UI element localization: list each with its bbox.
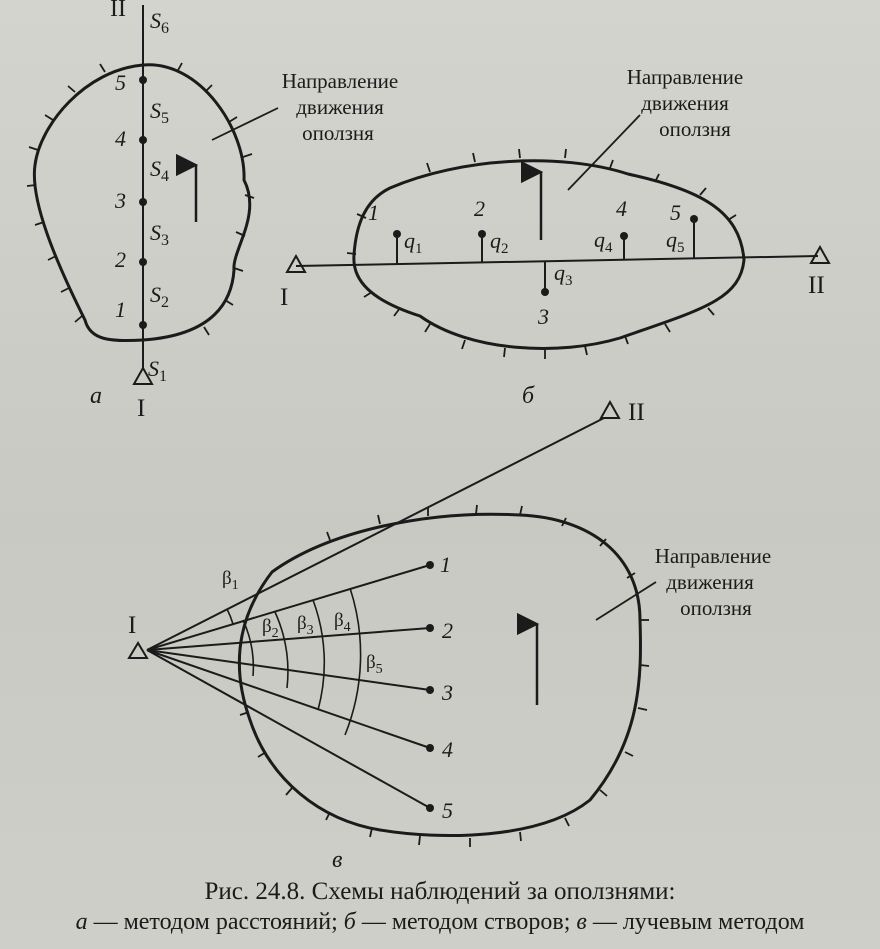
scheme-b-point-label: 5 <box>670 200 681 225</box>
scheme-b-point-label: 1 <box>368 200 379 225</box>
scheme-v-point-label: 4 <box>442 737 453 762</box>
caption-a-letter: а <box>75 909 88 935</box>
scheme-v-point-labels <box>440 552 453 823</box>
scheme-v-far-axis-label: II <box>628 399 645 426</box>
caption-b-letter: б <box>343 909 356 935</box>
scheme-b-panel-letter: б <box>522 383 535 409</box>
scheme-b-direction-line: движения <box>641 91 729 115</box>
scheme-a-direction-label <box>282 69 399 145</box>
scheme-v-angle-label: $\beta_5$ <box>366 652 383 677</box>
scheme-b-left-axis-label: I <box>280 284 289 311</box>
caption-a-text: — методом расстояний; <box>87 909 344 935</box>
scheme-a-point-label: 3 <box>115 188 126 213</box>
scheme-b-right-station-icon <box>811 247 829 263</box>
scheme-b-marker <box>478 230 486 238</box>
caption-v-text: — лучевым методом <box>586 909 805 935</box>
scheme-a-panel-letter: а <box>90 383 102 409</box>
scheme-a-point-label: 1 <box>115 297 126 322</box>
scheme-a-direction-line: движения <box>296 95 384 119</box>
scheme-v-direction-line: оползня <box>680 596 752 620</box>
scheme-v-marker <box>426 686 434 694</box>
scheme-v-ray <box>147 628 430 650</box>
scheme-b-offset-label: $q_2$ <box>490 228 509 257</box>
scheme-a-segment-label: $S_6$ <box>150 8 169 37</box>
scheme-v-point-label: 2 <box>442 618 453 643</box>
scheme-b-left-station-icon <box>287 256 305 272</box>
scheme-a-point-label: 4 <box>115 126 126 151</box>
scheme-v-marker <box>426 804 434 812</box>
scheme-v-angle-arc <box>227 609 233 624</box>
scheme-b-direction-label <box>627 65 744 141</box>
scheme-a-segment-label: $S_3$ <box>150 220 169 249</box>
scheme-a-segment-label: $S_5$ <box>150 98 169 127</box>
scheme-a-marker <box>139 76 147 84</box>
scheme-b-marker <box>541 288 549 296</box>
scheme-v-direction-line: Направление <box>654 544 772 568</box>
scheme-v-angle-label: $\beta_4$ <box>334 610 351 635</box>
scheme-v-panel-letter: в <box>332 847 343 873</box>
scheme-b-offset-label: $q_3$ <box>554 260 573 289</box>
scheme-v-point-label: 3 <box>442 680 453 705</box>
caption-v-letter: в <box>576 909 587 935</box>
scheme-b-direction-line: Направление <box>626 65 744 89</box>
scheme-a-direction-line: Направление <box>281 69 399 93</box>
figure-caption <box>0 876 880 938</box>
scheme-v <box>128 399 771 873</box>
caption-b-text: — методом створов; <box>355 909 577 935</box>
scheme-a-point-label: 5 <box>115 70 126 95</box>
scheme-b-point-label: 2 <box>474 196 485 221</box>
scheme-b-offset-label: $q_5$ <box>666 227 685 256</box>
scheme-a-marker <box>139 198 147 206</box>
caption-title: Рис. 24.8. Схемы наблюдений за оползнями: <box>204 878 676 905</box>
scheme-a-segment-label: $S_4$ <box>150 156 169 185</box>
scheme-v-marker <box>426 561 434 569</box>
scheme-v-direction-line: движения <box>666 570 754 594</box>
scheme-a-point-labels <box>114 70 126 322</box>
scheme-b-marker <box>393 230 401 238</box>
caption-legend <box>0 907 880 938</box>
scheme-b-label-leader <box>568 115 640 190</box>
scheme-v-station-icon <box>129 643 147 658</box>
scheme-a-marker <box>139 321 147 329</box>
scheme-b-right-axis-label: II <box>808 272 825 299</box>
scheme-a <box>90 0 398 422</box>
scheme-b-point-label: 3 <box>538 304 549 329</box>
scheme-v-station-label: I <box>128 612 137 639</box>
scheme-v-angle-label: $\beta_2$ <box>262 616 279 641</box>
scheme-v-direction-label <box>655 544 772 620</box>
scheme-v-angle-arc <box>345 588 361 735</box>
scheme-b-offset-label: $q_4$ <box>594 227 613 256</box>
scheme-a-marker <box>139 258 147 266</box>
scheme-v-point-markers <box>426 561 434 812</box>
scheme-a-marker <box>139 136 147 144</box>
scheme-b-marker <box>620 232 628 240</box>
scheme-b-marker <box>690 215 698 223</box>
scheme-v-rays <box>147 418 604 808</box>
scheme-v-label-leader <box>596 582 656 620</box>
scheme-v-point-label: 1 <box>440 552 451 577</box>
scheme-v-angle-label: $\beta_1$ <box>222 568 239 593</box>
scheme-v-angle-label: $\beta_3$ <box>297 613 314 638</box>
scheme-b-point-label: 4 <box>616 196 627 221</box>
scheme-v-point-label: 5 <box>442 798 453 823</box>
scheme-a-point-label: 2 <box>115 247 126 272</box>
scheme-a-direction-line: оползня <box>302 121 374 145</box>
scheme-b-offset-lines <box>397 219 694 292</box>
scheme-v-marker <box>426 744 434 752</box>
scheme-b-direction-line: оползня <box>659 117 731 141</box>
scheme-a-segment-label: $S_2$ <box>150 282 169 311</box>
scheme-a-top-axis-label: II <box>110 0 126 22</box>
scheme-a-segment-label: $S_1$ <box>148 356 167 385</box>
scheme-v-marker <box>426 624 434 632</box>
scheme-v-ray-far <box>147 418 604 650</box>
scheme-v-angle-arc <box>313 600 324 710</box>
scheme-v-far-station-icon <box>601 402 619 418</box>
scheme-a-bottom-axis-label: I <box>137 395 146 422</box>
scheme-b-offset-label: $q_1$ <box>404 228 423 257</box>
scheme-v-angle-arc <box>275 612 288 688</box>
